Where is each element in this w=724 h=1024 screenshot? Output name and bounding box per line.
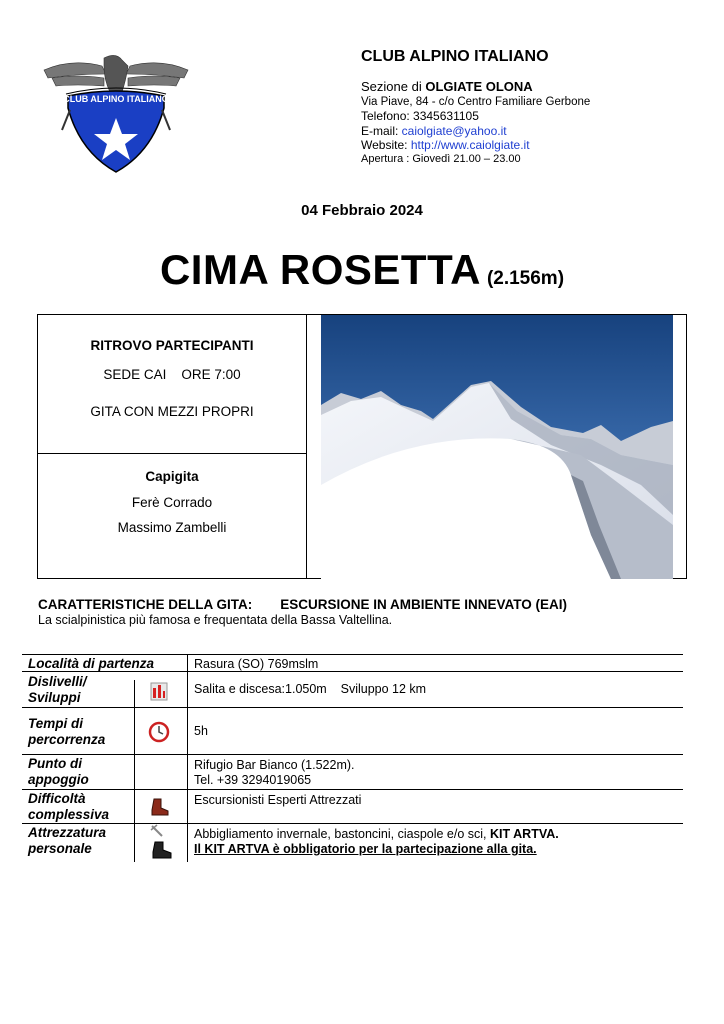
leaders-heading: Capigita	[145, 469, 199, 484]
boot-icon	[148, 796, 170, 818]
row-label: Difficoltà complessiva	[28, 791, 110, 822]
meeting-transport: GITA CON MEZZI PROPRI	[90, 404, 254, 419]
table-row	[22, 654, 683, 672]
row-value: 5h	[194, 724, 208, 738]
row-value	[194, 827, 559, 842]
website-link[interactable]: http://www.caiolgiate.it	[410, 138, 530, 152]
event-altitude: (2.156m)	[486, 268, 565, 289]
event-title-line	[0, 246, 724, 294]
characteristics-line	[38, 597, 567, 612]
table-row	[22, 754, 683, 790]
box-divider-horizontal	[38, 453, 307, 454]
box-divider-vertical	[306, 315, 307, 578]
event-date: 04 Febbraio 2024	[301, 202, 423, 219]
meeting-heading: RITROVO PARTECIPANTI	[90, 338, 254, 353]
equipment-icon	[148, 824, 174, 862]
opening-hours: Apertura : Giovedì 21.00 – 23.00	[361, 153, 521, 165]
row-label: Dislivelli/ Sviluppi	[28, 674, 87, 705]
section-name: OLGIATE OLONA	[425, 79, 533, 94]
elevation-icon	[148, 680, 170, 702]
logo-text: CLUB ALPINO ITALIANO	[63, 94, 169, 104]
leader-name: Massimo Zambelli	[117, 520, 227, 535]
info-box	[37, 314, 687, 579]
leader-name: Ferè Corrado	[131, 495, 213, 510]
artva-notice: Il KIT ARTVA è obbligatorio per la partecipazione alla gita.	[194, 842, 537, 856]
mountain-photo	[321, 315, 673, 579]
row-label: Tempi di percorrenza	[28, 716, 106, 747]
cai-logo	[42, 52, 190, 176]
row-value: Escursionisti Esperti Attrezzati	[194, 793, 362, 807]
email-label: E-mail:	[361, 124, 402, 138]
equipment-text: Abbigliamento invernale, bastoncini, ciaspole e/o sci,	[194, 827, 491, 841]
event-title: CIMA ROSETTA	[159, 246, 481, 293]
phone: Telefono: 3345631105	[361, 109, 479, 123]
row-value: Salita e discesa:1.050m Sviluppo 12 km	[194, 682, 427, 696]
characteristics-type: ESCURSIONE IN AMBIENTE INNEVATO (EAI)	[280, 597, 568, 612]
table-row	[22, 789, 683, 824]
row-value: Rasura (SO) 769mslm	[194, 657, 319, 671]
table-row	[22, 671, 683, 708]
table-row	[22, 707, 683, 755]
row-value: Rifugio Bar Bianco (1.522m).	[194, 758, 355, 772]
website-label: Website:	[361, 138, 411, 152]
row-label: Località di partenza	[28, 656, 155, 671]
address: Via Piave, 84 - c/o Centro Familiare Gerbone	[361, 96, 591, 108]
table-row	[22, 823, 683, 863]
email-link[interactable]: caiolgiate@yahoo.it	[401, 124, 507, 138]
row-label: Attrezzatura personale	[28, 825, 107, 856]
characteristics-label: CARATTERISTICHE DELLA GITA:	[38, 597, 253, 612]
equipment-kit: KIT ARTVA.	[490, 827, 559, 841]
section-line	[361, 80, 533, 94]
website-line	[361, 138, 530, 152]
meeting-place-time: SEDE CAI ORE 7:00	[103, 367, 241, 382]
row-label: Punto di appoggio	[28, 756, 89, 787]
club-name: CLUB ALPINO ITALIANO	[361, 48, 549, 65]
row-value-secondary: Tel. +39 3294019065	[194, 773, 312, 787]
characteristics-description: La scialpinistica più famosa e frequentata della Bassa Valtellina.	[38, 613, 393, 627]
section-prefix: Sezione di	[361, 79, 426, 94]
email-line	[361, 124, 507, 138]
clock-icon	[148, 721, 170, 743]
